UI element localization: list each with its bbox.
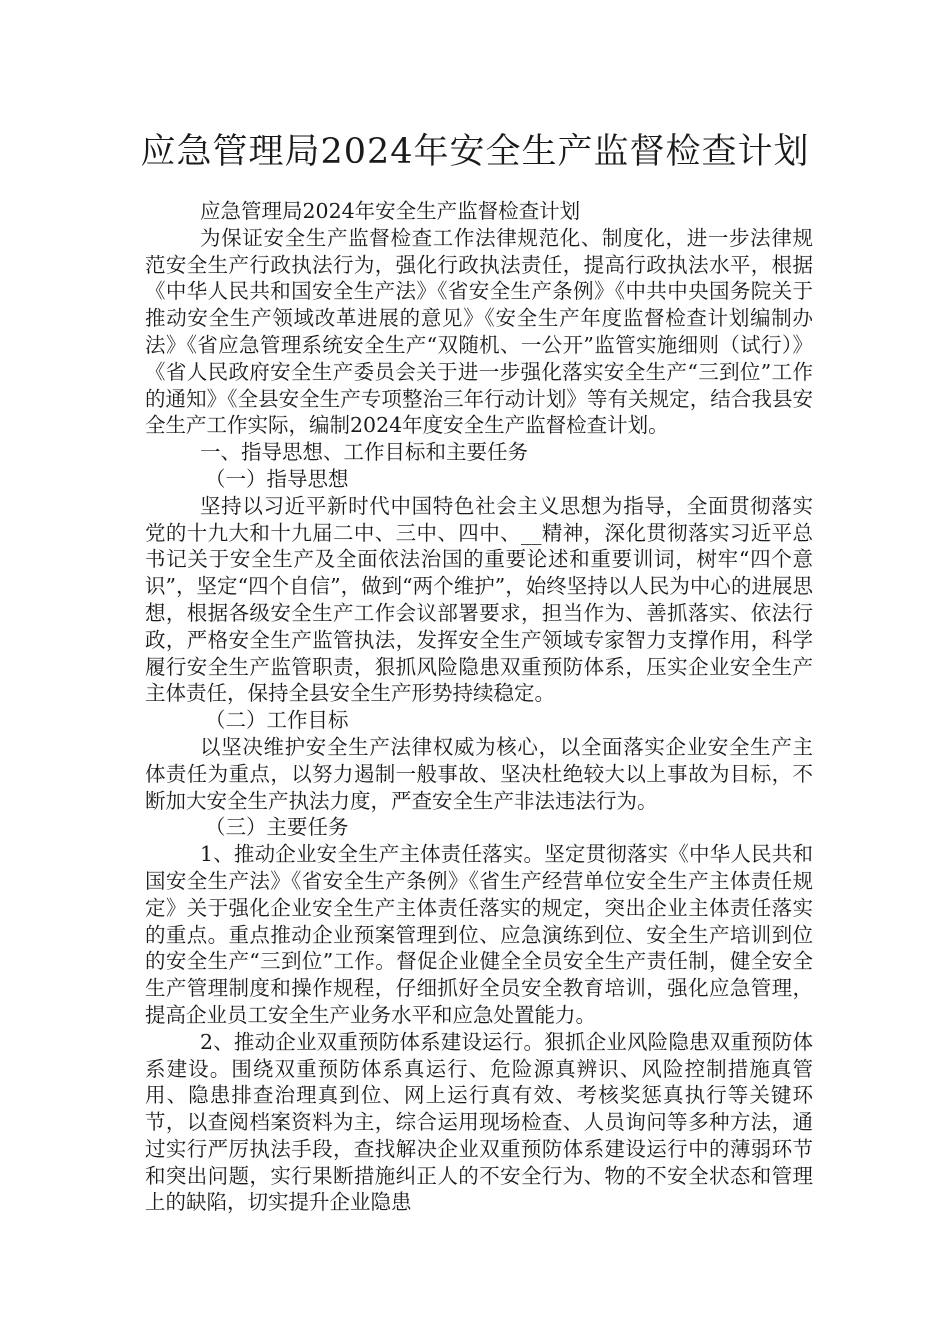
section-heading-1: 一、指导思想、工作目标和主要任务 xyxy=(200,440,528,465)
task-paragraph-1: 1、推动企业安全生产主体责任落实。坚定贯彻落实《中华人民共和国安全生产法》《省安全生产条例》《省生产经营单位安全生产主体责任规定》关于强化企业安全生产主体责任落实的规定，突出企业主体责任落实的重点。重点推动企业预案管理到位、应急演练到位、安全生产培训到位的安全生产“三到位”工作。督促企业健全全员安全生产责任制，健全安全生产管理制度和操作规程，仔细抓好全员安全教育培训，强化应急管理，提高企业员工安全生产业务水平和应急处置能力。 xyxy=(145,842,813,1027)
goals-paragraph: 以坚决维护安全生产法律权威为核心，以全面落实企业安全生产主体责任为重点，以努力遏制一般事故、坚决杜绝较大以上事故为目标，不断加大安全生产执法力度，严查安全生产非法违法行为。 xyxy=(145,734,813,813)
document-body xyxy=(145,198,813,1216)
subsection-heading-goals: （二）工作目标 xyxy=(205,708,349,733)
document-title: 应急管理局2024年安全生产监督检查计划 xyxy=(140,132,810,172)
guiding-paragraph: 坚持以习近平新时代中国特色社会主义思想为指导，全面贯彻落实党的十九大和十九届二中、三中、四中、__精神，深化贯彻落实习近平总书记关于安全生产及全面依法治国的重要论述和重要训词，树牢“四个意识”，坚定“四个自信”，做到“两个维护”，始终坚持以人民为中心的进展思想，根据各级安全生产工作会议部署要求，担当作为、善抓落实、依法行政，严格安全生产监管执法，发挥安全生产领域专家智力支撑作用，科学履行安全生产监管职责，狠抓风险隐患双重预防体系，压实企业安全生产主体责任，保持全县安全生产形势持续稳定。 xyxy=(145,493,813,706)
task-paragraph-2: 2、推动企业双重预防体系建设运行。狠抓企业风险隐患双重预防体系建设。围绕双重预防体系真运行、危险源真辨识、风险控制措施真管用、隐患排查治理真到位、网上运行真有效、考核奖惩真执行等关键环节，以查阅档案资料为主，综合运用现场检查、人员询问等多种方法，通过实行严厉执法手段，查找解决企业双重预防体系建设运行中的薄弱环节和突出问题，实行果断措施纠正人的不安全行为、物的不安全状态和管理上的缺陷，切实提升企业隐患 xyxy=(145,1029,813,1215)
subsection-heading-tasks: （三）主要任务 xyxy=(205,815,349,840)
subsection-heading-guiding: （一）指导思想 xyxy=(205,466,349,491)
subtitle-line: 应急管理局2024年安全生产监督检查计划 xyxy=(200,199,581,223)
intro-paragraph: 为保证安全生产监督检查工作法律规范化、制度化，进一步法律规范安全生产行政执法行为，强化行政执法责任，提高行政执法水平，根据《中华人民共和国安全生产法》《省安全生产条例》《中共中央国务院关于推动安全生产领域改革进展的意见》《安全生产年度监督检查计划编制办法》《省应急管理系统安全生产“双随机、一公开”监管实施细则（试行）》《省人民政府安全生产委员会关于进一步强化落实安全生产“三到位”工作的通知》《全县安全生产专项整治三年行动计划》等有关规定，结合我县安全生产工作实际，编制2024年度安全生产监督检查计划。 xyxy=(145,225,813,438)
